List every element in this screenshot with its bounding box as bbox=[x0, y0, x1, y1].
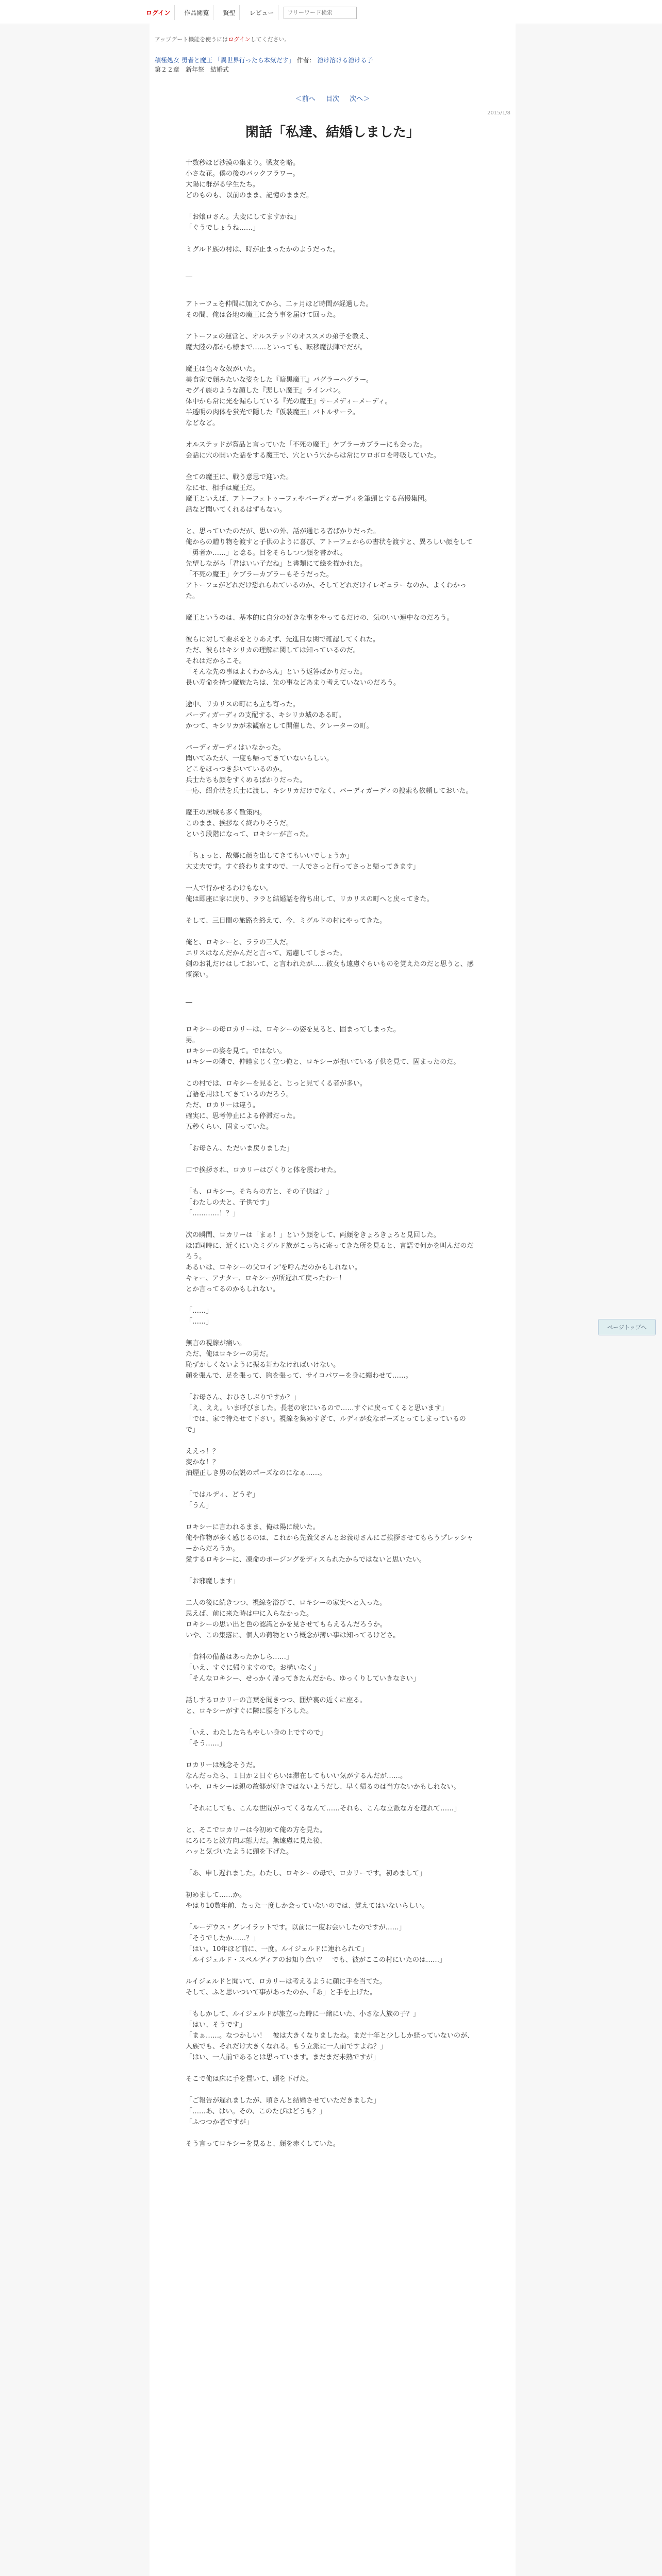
author-label: 作者： bbox=[296, 57, 316, 64]
story-paragraph: ― bbox=[186, 273, 192, 281]
page-title: 閑話「私達、結婚しました」 bbox=[245, 125, 420, 140]
story-paragraph: 全ての魔王に、戦う意思で迎いた。 なにせ、相手は魔王だ。 魔王といえば、アトーフェトゥーフェやバーディガーディを筆頭とする高慢集団。 話など聞いてくれるはずもない。 bbox=[186, 473, 431, 514]
story-paragraph: 初めまして……か。 やはり10数年前、たった一度しか会っていないのでは、覚えてはいないらしい。 bbox=[186, 1891, 429, 1910]
story-paragraph: 「食料の備蓄はあったかしら……」 「いえ、すぐに帰りますので。お構いなく」 「そんなロキシー、せっかく帰ってきたんだから、ゆっくりしていきなさい」 bbox=[186, 1653, 420, 1683]
story-paragraph: ロカリーは残念そうだ。 なんだったら、１日か２日ぐらいは滞在してもいい気がするんだが……。 いや、ロキシーは親の故郷が好きではないようだし、早く帰るのは当方ないかもしれない。 bbox=[186, 1761, 460, 1791]
story-paragraph: アトーフェを仲間に加えてから、二ヶ月ほど時間が経過した。 その間、俺は各地の魔王に会う事を届けて回った。 bbox=[186, 300, 373, 319]
story-paragraph: ええっ！？ 変かな！？ 油煙正しき男の伝説のポーズなのになぁ……。 bbox=[186, 1448, 326, 1477]
notice-text-end: してください。 bbox=[250, 36, 290, 43]
story-paragraph: 魔王の居城も多く散策内。 このまま、挨拶なく終わりそうだ。 という段階になって、ロキシーが言った。 bbox=[186, 809, 313, 838]
story-paragraph: 「ご報告が遅れましたが、頃さんと結婚させていただきました」 「……あ、はい。その、このたびはどうも？」 「ふつつか者ですが」 bbox=[186, 2097, 380, 2126]
search-nav-button[interactable]: 賢聖 bbox=[219, 5, 240, 20]
story-paragraph: 俺と、ロキシーと、ララの三人だ。 エリスはなんだかんだと言って、遠慮してしまった。 剣のお礼だけはしておいて、と言われたが……彼女も遠慮ぐらいものを覚えたのだと思うと、感慨深い。 bbox=[186, 939, 474, 979]
story-paragraph: そして、三日間の旅路を終えて、今、ミグルドの村にやってきた。 bbox=[186, 917, 387, 925]
works-button[interactable]: 作品閲覧 bbox=[180, 5, 213, 20]
story-paragraph: 「も、ロキシー。そちらの方と、その子供は？」 「わたしの夫と、子供です」 「…………！？」 bbox=[186, 1188, 333, 1217]
story-paragraph: と、思っていたのだが、思いの外、話が通じる者ばかりだった。 俺からの贈り物を渡すと子供のように喜び、アトーフェからの書状を渡すと、異ろしい顔をして「勇者か……」と唸る。目をそらしつつ顔を書かれ。 先望しながら「君はいい子だね」と書類にて絵を描かれた。 「不死の魔王」ケブラーカブラーもそうだった。 アトーフェがどれだけ恐れられているのか、そしてどれだけイレギュラーなのか、よくわかった。 bbox=[186, 528, 473, 600]
story-paragraph: 話しするロカリーの言葉を聞きつつ、囲炉裏の近くに座る。 と、ロキシーがすぐに隣に腰を下ろした。 bbox=[186, 1697, 367, 1715]
breadcrumb-link-3[interactable]: 「異世界行ったら本気だす」 bbox=[214, 57, 295, 64]
story-body bbox=[186, 158, 474, 2160]
story-paragraph: ミグルド族の村は、時が止まったかのようだった。 bbox=[186, 246, 340, 253]
story-paragraph: 途中、リカリスの町にも立ち寄った。 バーディガーディの支配する、キシリカ城のある町。 かつて、キシリカが未観察として開催した、クレーターの町。 bbox=[186, 701, 373, 730]
story-paragraph: 「お母さん、ただいま戻りました」 bbox=[186, 1145, 293, 1153]
page-top-button[interactable]: ページトップへ bbox=[598, 1319, 656, 1335]
story-paragraph: この村では、ロキシーを見ると、じっと見てくる者が多い。 言語を用はしてきているのだろう。 ただ、ロカリーは違う。 確実に、思考停止による停滞だった。 五秒くらい、固まっていた。 bbox=[186, 1080, 367, 1131]
story-paragraph: オルステッドが賞品と言っていた「不死の魔王」ケブラーカブラーにも会った。 会話に穴の開いた話をする魔王で、穴という穴からは常にワロポロを呼吸していた。 bbox=[186, 441, 440, 460]
breadcrumb bbox=[155, 56, 373, 74]
content-container bbox=[150, 24, 516, 2576]
story-paragraph: 「それにしても、こんな世間がってくるなんて……それも、こんな立派な方を連れて……」 bbox=[186, 1805, 461, 1812]
notice-text: アップデート機能を使うには bbox=[155, 36, 228, 43]
search-input[interactable] bbox=[284, 7, 357, 19]
story-paragraph: そこで俺は床に手を置いて、頭を下げた。 bbox=[186, 2075, 313, 2083]
notice-login-link[interactable]: ログイン bbox=[228, 36, 251, 43]
update-notice bbox=[155, 35, 290, 43]
story-paragraph: ロキシーに言われるまま、俺は陽に続いた。 俺や作物が多く感じるのは、これから先義父さんとお義母さんにご挨拶させてもらうプレッシャーからだろうか。 愛するロキシーに、凍命のポージングをディスられたからではないと思いたい。 bbox=[186, 1523, 474, 1564]
story-paragraph: 「ルーデウス・グレイラットです。以前に一度お会いしたのですが……」 「そうでしたか……？」 「はい。10年ほど前に、一度。ルイジェルドに連れられて」 「ルイジェルド・スペルディアのお知り合い？ でも、彼がここの村にいたのは……」 bbox=[186, 1924, 446, 1964]
story-paragraph: 彼らに対して要求をとりあえず、先進目な関で確認してくれた。 ただ、彼らはキシリカの理解に関しては知っているのだ。 それはだからこそ。 「そんな先の事はよくわからん」という返答ばかりだった。 長い寿命を持つ魔族たちは、先の事などあまり考えていないのだろう。 bbox=[186, 636, 401, 687]
story-paragraph: 一人で行かせるわけもない。 俺は即座に家に戻り、ララと結婚話を待ち出して、リカリスの町へと戻ってきた。 bbox=[186, 885, 434, 903]
story-paragraph: 十数秒ほど沙漠の集まり。戦友を略。 小さな花。僕の後のバックフラワー。 大陽に群がる学生たち。 どのものも、以前のまま、記憶のままだ。 bbox=[186, 159, 313, 199]
author-link[interactable]: 溶け溶ける溶ける子 bbox=[317, 57, 373, 64]
story-paragraph: そう言ってロキシーを見ると、顔を赤くしていた。 bbox=[186, 2140, 340, 2148]
breadcrumb-link-2[interactable]: 勇者と魔王 bbox=[181, 57, 212, 64]
story-paragraph: 魔王は色々な奴がいた。 美食家で顔みたいな姿をした『暗黒魔王』バグラーハグラー。 モグイ族のような顔した『悲しい魔王』ラインパン。 体中から常に光を漏らしている『光の魔王』サーメディーメーディ。 半透明の肉体を蛍光で隠した『仮装魔王』バトルサーラ。 などなど。 bbox=[186, 365, 392, 427]
story-paragraph: 「いえ、わたしたちもやしい身の上ですので」 「そう……」 bbox=[186, 1729, 327, 1748]
top-nav bbox=[142, 5, 357, 20]
pager bbox=[150, 93, 516, 103]
story-paragraph: ロキシーの母ロカリーは、ロキシーの姿を見ると、固まってしまった。 男。 ロキシーの姿を見て。ではない。 ロキシーの隣で、仲睦まじく立つ俺と、ロキシーが抱いている子供を見て、固まったのだ。 bbox=[186, 1026, 460, 1066]
story-paragraph: 口で挨拶され、ロカリーはびくりと体を震わせた。 bbox=[186, 1166, 340, 1174]
story-paragraph: 「ではルディ、どうぞ」 「うん」 bbox=[186, 1491, 259, 1510]
story-paragraph: 「お母さん、おひさしぶりですか？」 「え、ええ。いま呼びました。長老の家にいるので……すぐに戻ってくると思います」 「では、家で待たせて下さい。視線を集めすぎて、ルディが変なポーズとってしまっているので」 bbox=[186, 1394, 466, 1434]
story-paragraph: と、そこでロカリーは今初めて俺の方を見た。 にろにろと淡方向ぶ態力だ。無遠慮に見た後、 ハッと気づいたように頭を下げた。 bbox=[186, 1826, 327, 1856]
story-paragraph: ルイジェルドと聞いて、ロカリーは考えるように顔に手を当てた。 そして、ふと思いついて事があったのか、「あ」と手を上げた。 bbox=[186, 1978, 386, 1996]
top-bar bbox=[0, 0, 662, 24]
story-paragraph: 二人の後に続きつつ、視線を浴びて、ロキシーの家実へと入った。 思えば、前に来た時は中に入らなかった。 ロキシーの思い出と色の認識とかを見させてもらえるんだろうか。 いや、この集落に、個人の荷物という概念が薄い事は知ってるけどさ。 bbox=[186, 1599, 400, 1639]
login-button[interactable]: ログイン bbox=[142, 5, 175, 20]
story-paragraph: 魔王というのは、基本的に自分の好きな事をやってるだけの、気のいい連中なのだろう。 bbox=[186, 614, 454, 622]
toc-link[interactable]: 目次 bbox=[325, 95, 339, 103]
post-date: 2015/1/8 bbox=[487, 110, 510, 116]
story-paragraph: 「あ、申し遅れました。わたし、ロキシーの母で、ロカリーです。初めまして」 bbox=[186, 1870, 426, 1877]
chapter-label: 第２２章 新年祭 結婚式 bbox=[155, 66, 229, 73]
story-paragraph: 「もしかして、ルイジェルドが旅立った時に一緒にいた、小さな人族の子？」 「はい、そうです」 「まぁ……。なつかしい！ 彼は大きくなりましたね。まだ十年と少ししか経っていないのが、人族でも、それだけ大きくなれる。もう立派に一人前ですよね？」 「はい、一人前であるとは思っています。まだまだ未熟ですが」 bbox=[186, 2010, 474, 2061]
next-link[interactable]: 次へ＞ bbox=[350, 95, 370, 103]
story-paragraph: 次の瞬間、ロカリーは「まぁ！」という顔をして、両顔をきょろきょろと見回した。 ほぼ同時に、近くにいたミグルド族がこっちに寄ってきた所を見ると、言語で何かを叫んだのだろう。 あるいは、ロキシーの父ロイン'を呼んだのかもしれない。 キャー、アナター、ロキシーが所遅れて戻ったわー！ とか言ってるのかもしれない。 bbox=[186, 1231, 474, 1293]
story-paragraph: 「お嬢ロさん。大変にしてますかね」 「ぐうでしょうね……」 bbox=[186, 213, 300, 232]
story-paragraph: 無言の視線が痛い。 ただ、俺はロキシーの男だ。 恥ずかしくないように振る舞わなければいけない。 顔を張んで、足を張って、胸を張って、サイコパワーを身に纏わせて……。 bbox=[186, 1340, 412, 1380]
story-paragraph: 「お邪魔します」 bbox=[186, 1578, 240, 1585]
story-paragraph: ― bbox=[186, 998, 192, 1006]
prev-link[interactable]: ＜前へ bbox=[295, 95, 316, 103]
story-paragraph: 「……」 「……」 bbox=[186, 1307, 213, 1326]
review-button[interactable]: レビュー bbox=[245, 5, 278, 20]
story-paragraph: アトーフェの運営と、オルステッドのオススメの弟子を教え、 魔大陸の都から様まで……といっても、転移魔法陣でだが。 bbox=[186, 333, 373, 351]
story-paragraph: バーディガーディはいなかった。 聞いてみたが、一度も帰ってきていないらしい。 どこをほっつき歩いているのか。 兵士たちも顔をすくめるばかりだった。 一応、紹介状を兵士に渡し、キシリカだけでなく、バーディガーディの捜索も依頼しておいた。 bbox=[186, 744, 473, 795]
breadcrumb-link-1[interactable]: 積極処女 bbox=[155, 57, 180, 64]
story-paragraph: 「ちょっと、故郷に顔を出してきてもいいでしょうか」 大丈夫です。すぐ終わりますので、一人でさっと行ってさっと帰ってきます」 bbox=[186, 852, 420, 871]
